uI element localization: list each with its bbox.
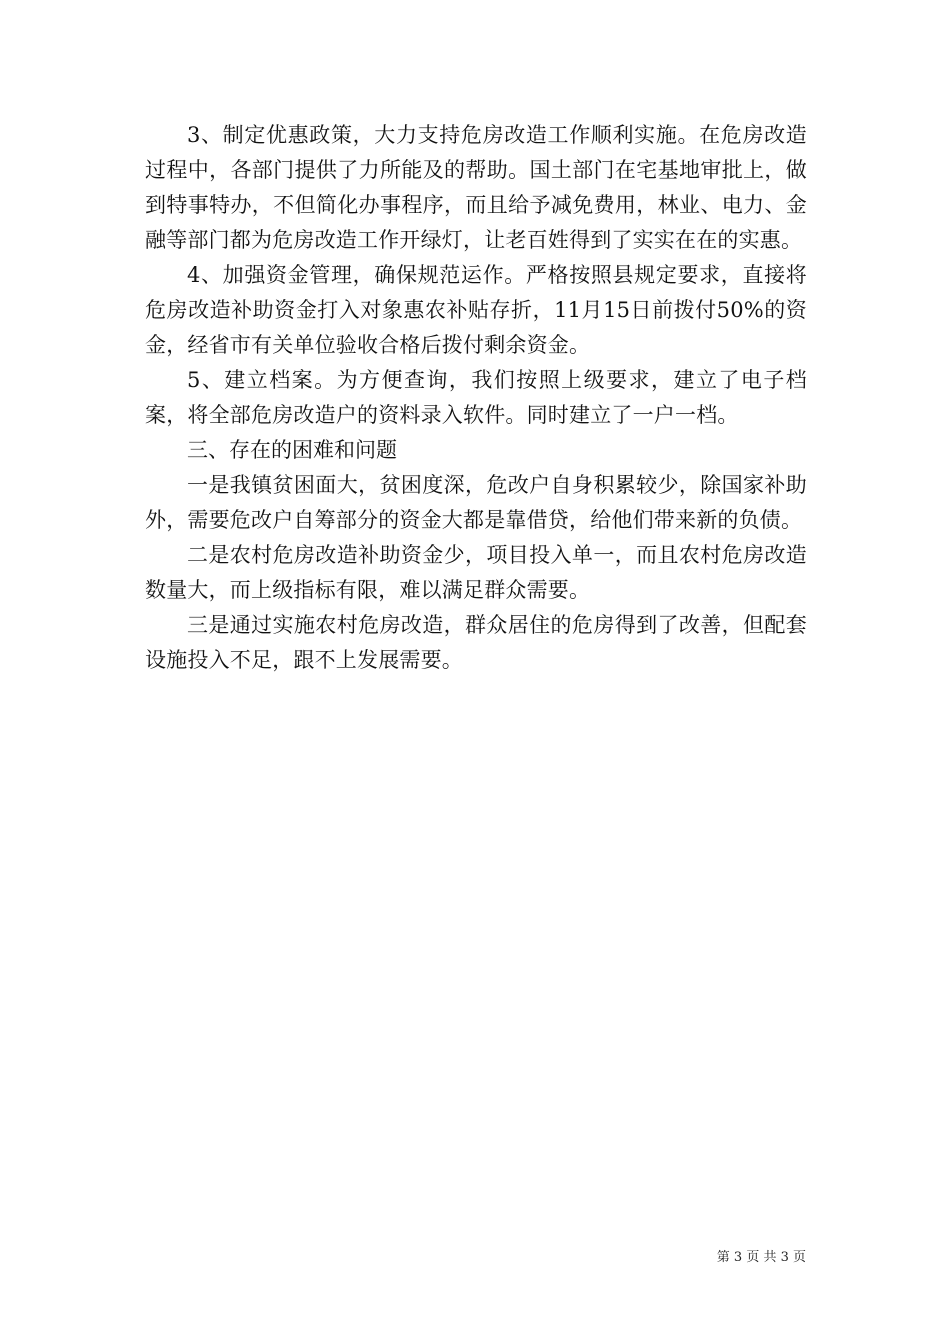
paragraph-policy: 3、制定优惠政策，大力支持危房改造工作顺利实施。在危房改造过程中，各部门提供了力所能及的帮助。国土部门在宅基地审批上，做到特事特办，不但简化办事程序，而且给予减免费用，林业、电力、金融等部门都为危房改造工作开绿灯，让老百姓得到了实实在在的实惠。 bbox=[145, 123, 807, 252]
paragraph-archives: 5、建立档案。为方便查询，我们按照上级要求，建立了电子档案，将全部危房改造户的资料录入软件。同时建立了一户一档。 bbox=[145, 368, 807, 427]
problem-paragraph-2: 二是农村危房改造补助资金少，项目投入单一，而且农村危房改造数量大，而上级指标有限，难以满足群众需要。 bbox=[145, 543, 807, 602]
paragraph-funds-management: 4、加强资金管理，确保规范运作。严格按照县规定要求，直接将危房改造补助资金打入对象惠农补贴存折，11月15日前拨付50%的资金，经省市有关单位验收合格后拨付剩余资金。 bbox=[145, 263, 807, 357]
problem-paragraph-1: 一是我镇贫困面大，贫困度深，危改户自身积累较少，除国家补助外，需要危改户自筹部分的资金大都是靠借贷，给他们带来新的负债。 bbox=[145, 473, 807, 532]
page-footer: 第 3 页 共 3 页 bbox=[716, 1250, 806, 1265]
section-heading: 三、存在的困难和问题 bbox=[187, 438, 397, 462]
document-body bbox=[145, 118, 807, 678]
problem-paragraph-3: 三是通过实施农村危房改造，群众居住的危房得到了改善，但配套设施投入不足，跟不上发展需要。 bbox=[145, 613, 807, 672]
